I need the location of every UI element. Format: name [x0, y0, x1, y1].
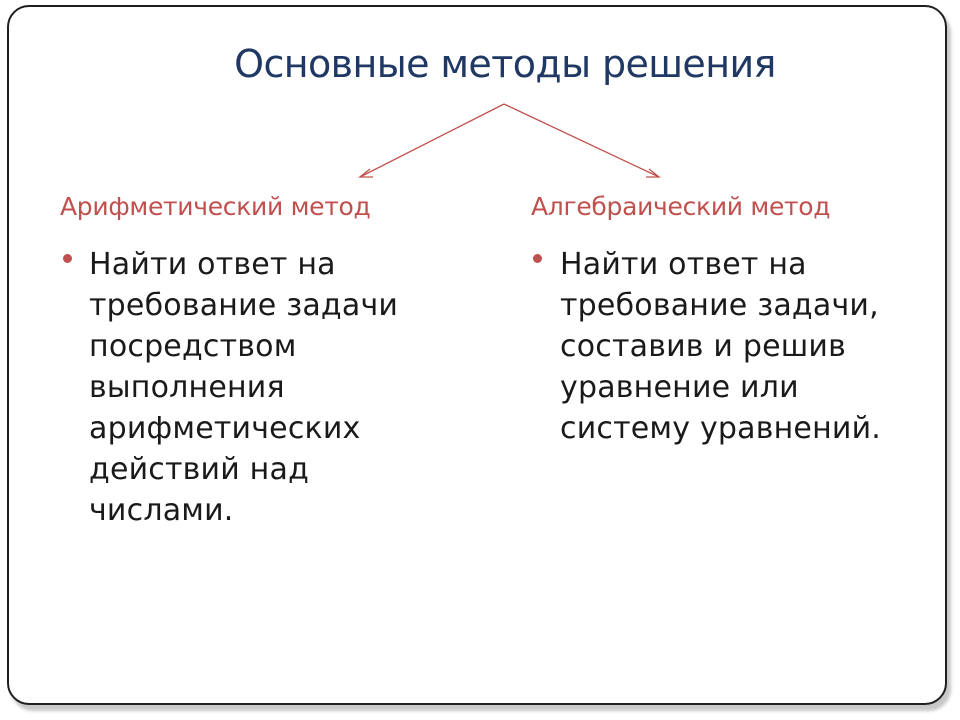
arithmetic-method-heading: Арифметический метод [60, 192, 371, 221]
algebraic-method-heading: Алгебраический метод [531, 192, 831, 221]
bullet-dot-icon [63, 254, 72, 263]
bullet-dot-icon [533, 254, 542, 263]
arithmetic-method-description: Найти ответ на требование задачи посредством выполнения арифметических действий над числами. [89, 247, 399, 528]
algebraic-method-description: Найти ответ на требование задачи, составив и решив уравнение или систему уравнений. [560, 247, 882, 446]
slide-title: Основные методы решения [234, 42, 776, 86]
